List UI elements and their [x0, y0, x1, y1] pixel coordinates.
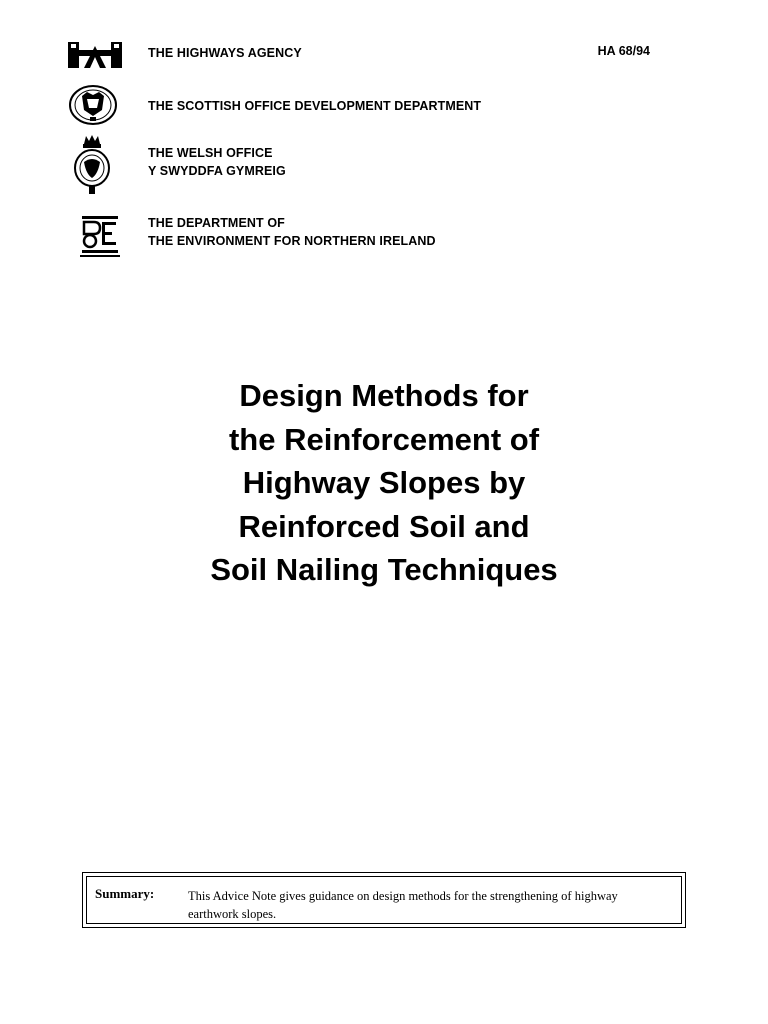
org-line: THE WELSH OFFICE — [148, 146, 273, 160]
document-title — [0, 374, 768, 592]
org-scottish-office — [148, 97, 481, 115]
org-welsh-office — [148, 144, 286, 180]
org-line: THE DEPARTMENT OF — [148, 216, 285, 230]
org-line: THE ENVIRONMENT FOR NORTHERN IRELAND — [148, 234, 436, 248]
summary-text-line: earthwork slopes. — [188, 907, 277, 921]
title-line: Design Methods for — [239, 378, 529, 413]
org-line: THE HIGHWAYS AGENCY — [148, 46, 302, 60]
document-reference: HA 68/94 — [597, 44, 650, 58]
title-line: Reinforced Soil and — [238, 508, 530, 544]
org-doe-ni — [148, 214, 436, 250]
summary-text-line: This Advice Note gives guidance on design methods for the strengthening of highway — [188, 889, 618, 903]
org-line: Y SWYDDFA GYMREIG — [148, 164, 286, 178]
title-line: Highway Slopes by — [242, 465, 526, 500]
org-highways-agency — [148, 44, 302, 62]
summary-text — [188, 887, 668, 923]
title-line: the Reinforcement of — [228, 421, 540, 457]
welsh-office-crest — [72, 134, 112, 201]
summary-label: Summary: — [95, 886, 155, 901]
highways-agency-logo — [66, 40, 124, 75]
scottish-office-crest — [68, 84, 118, 131]
summary-box — [82, 872, 686, 928]
doe-ni-logo — [78, 214, 122, 263]
summary-inner-border — [86, 876, 682, 924]
org-line: THE SCOTTISH OFFICE DEVELOPMENT DEPARTMENT — [148, 99, 482, 113]
title-line: Soil Nailing Techniques — [210, 552, 558, 587]
